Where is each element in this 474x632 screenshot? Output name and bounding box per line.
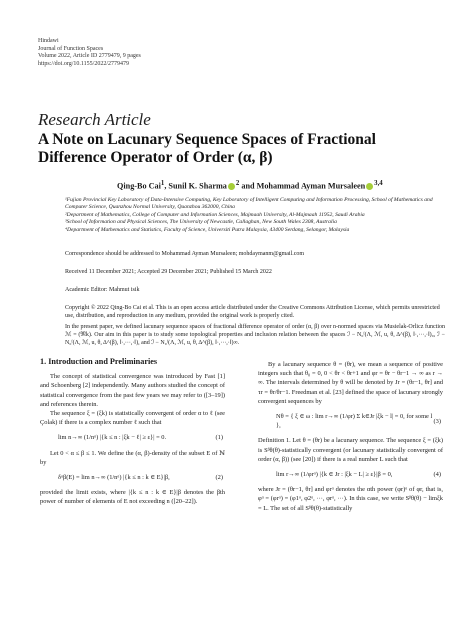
affiliation-item: ¹Fujian Provincial Key Laboratory of Data-Intensive Computing, Key Laboratory of Intelligent Computing and Information Processing, School of Mathematics and Computer Science, Quanzhou Normal University, Quanzhou 362000, China xyxy=(65,197,433,211)
academic-editor: Academic Editor: Mahmut isik xyxy=(65,287,140,293)
paragraph: provided the limit exists, where |{k ≤ n : k ∈ E}|β denotes the βth power of number of elements of E not exceeding n ([20–22]). xyxy=(40,489,225,506)
equation-body: Nθ = { ξ ∈ ω : lim r→∞ (1/φr) Σ k∈Jr |ξk − l| = 0, for some l }, xyxy=(276,413,433,430)
equation xyxy=(40,433,225,442)
equation-body: lim r→∞ (1/φrᵅ) |{k ∈ Jr : |ξk − L| ≥ ε}|β = 0, xyxy=(276,471,393,479)
equation-body: δᵅβ(E) = lim n→∞ (1/nᵅ) |{k ≤ n : k ∈ E}|β, xyxy=(58,474,170,482)
doi-link[interactable]: https://doi.org/10.1155/2022/2779479 xyxy=(38,60,130,67)
equation-body: lim n→∞ (1/nᵅ) |{k ≤ n : |ξk − ℓ| ≥ ε}| = 0. xyxy=(58,434,167,442)
volume-info: Volume 2022, Article ID 2779479, 9 pages xyxy=(38,53,141,59)
correspondence-line[interactable]: Correspondence should be addressed to Mohammad Ayman Mursaleen; mohdaymanm@gmail.com xyxy=(65,251,305,257)
paragraph: where Jr = (θr−1, θr] and φrᵅ denotes the αth power (φr)ᵅ of φr, that is, φᵅ = (φrᵅ) = (φ1ᵅ, φ2ᵅ, ···, φrᵅ, ···). In this case, we write Sᵝθ(θ) − limξk = L. The set of all Sᵝθ(θ)-statistically xyxy=(258,486,443,512)
equation-number: (3) xyxy=(433,417,441,425)
affiliations xyxy=(65,197,445,234)
equation-number: (2) xyxy=(215,474,223,482)
dates-line: Received 11 December 2021; Accepted 29 December 2021; Published 15 March 2022 xyxy=(65,269,272,275)
journal-name: Journal of Function Spaces xyxy=(38,45,104,52)
author-name[interactable]: and Mohammad Ayman Mursaleen xyxy=(239,181,366,191)
affiliation-item: ⁴Department of Mathematics and Statistics, Faculty of Science, Universiti Putra Malaysia, 43400 Serdang, Selangor, Malaysia xyxy=(65,226,350,233)
affiliation-marker: 3,4 xyxy=(374,180,383,187)
paragraph: The concept of statistical convergence was introduced by Fast [1] and Schoenberg [2] independently. Many authors studied the concept of statistical convergence from the past few years we may refer to ([3–19]) and references therein. xyxy=(40,373,225,408)
affiliation-marker: 2 xyxy=(235,180,240,187)
author-name[interactable]: , Sunil K. Sharma xyxy=(164,181,227,191)
affiliation-item: ²Department of Mathematics, College of Computer and Information Sciences, Majmaah University, Al-Majmaah 11952, Saudi Arabia xyxy=(65,211,365,218)
paragraph: By a lacunary sequence θ = (θr), we mean a sequence of positive integers such that θ₀ = 0, 0 < θr < θr+1 and φr = θr − θr−1 → ∞ as r → ∞. The intervals determined by θ will be denoted by Jr = (θr−1, θr] and τr = θr/θr−1. Freedman et al. [23] defined the space of lacunary strongly convergent sequences by xyxy=(258,361,443,405)
paragraph: The sequence ξ = (ξk) is statistically convergent of order α to ℓ (see Çolak) if there is a complex number ℓ such that xyxy=(40,410,225,427)
journal-header xyxy=(38,38,141,68)
equation xyxy=(258,470,443,479)
abstract: In the present paper, we defined lacunary sequence spaces of fractional difference operator of order (α, β) over n-normed spaces via Musielak-Orlicz function ℳ = (𝔐k). Our aim in this paper is to study some topological properties and inclusion relation between the spaces ℐ − N₀ᶠ(Λ, ℳ, u, θ, Δ^(β), ‖·,···,·‖)₀, ℐ − N₀ᶠ(Λ, ℳ, u, θ, Δ^(β), ‖·,···,·‖), and ℐ − N₀ᶠ(Λ, ℳ, u, θ, Δ^(β), ‖·,···,·‖)∞. xyxy=(65,324,445,346)
author-name[interactable]: Qing-Bo Cai xyxy=(117,181,161,191)
equation xyxy=(40,473,225,482)
publisher-name: Hindawi xyxy=(38,38,59,44)
equation-number: (4) xyxy=(433,471,441,479)
right-column xyxy=(258,360,443,513)
orcid-icon[interactable] xyxy=(366,183,373,190)
article-title: A Note on Lacunary Sequence Spaces of Fractional Difference Operator of Order (α, β) xyxy=(38,131,376,166)
orcid-icon[interactable] xyxy=(228,183,235,190)
definition: Definition 1. Let θ = (θr) be a lacunary sequence. The sequence ξ = (ξk) is Sᵝθ(θ)-statistically convergent (or lacunary statistically convergent of order (α, β)) (see [20]) if there is a real number L such that xyxy=(258,437,443,463)
author-list xyxy=(117,180,383,191)
affiliation-marker: 1 xyxy=(160,180,165,187)
section-heading: 1. Introduction and Preliminaries xyxy=(40,357,158,366)
equation-number: (1) xyxy=(215,434,223,442)
affiliation-item: ³School of Information and Physical Sciences, The University of Newcastle, Callaghan, New South Wales 2308, Australia xyxy=(65,219,337,226)
license-text: Copyright © 2022 Qing-Bo Cai et al. This is an open access article distributed under the Creative Commons Attribution License, which permits unrestricted use, distribution, and reproduction in any medium, provided the original work is properly cited. xyxy=(65,305,440,319)
left-column xyxy=(40,357,225,507)
equation xyxy=(258,412,443,430)
paragraph: Let 0 < α ≤ β ≤ 1. We define the (α, β)-density of the subset E of ℕ by xyxy=(40,449,225,466)
article-type: Research Article xyxy=(38,110,151,129)
